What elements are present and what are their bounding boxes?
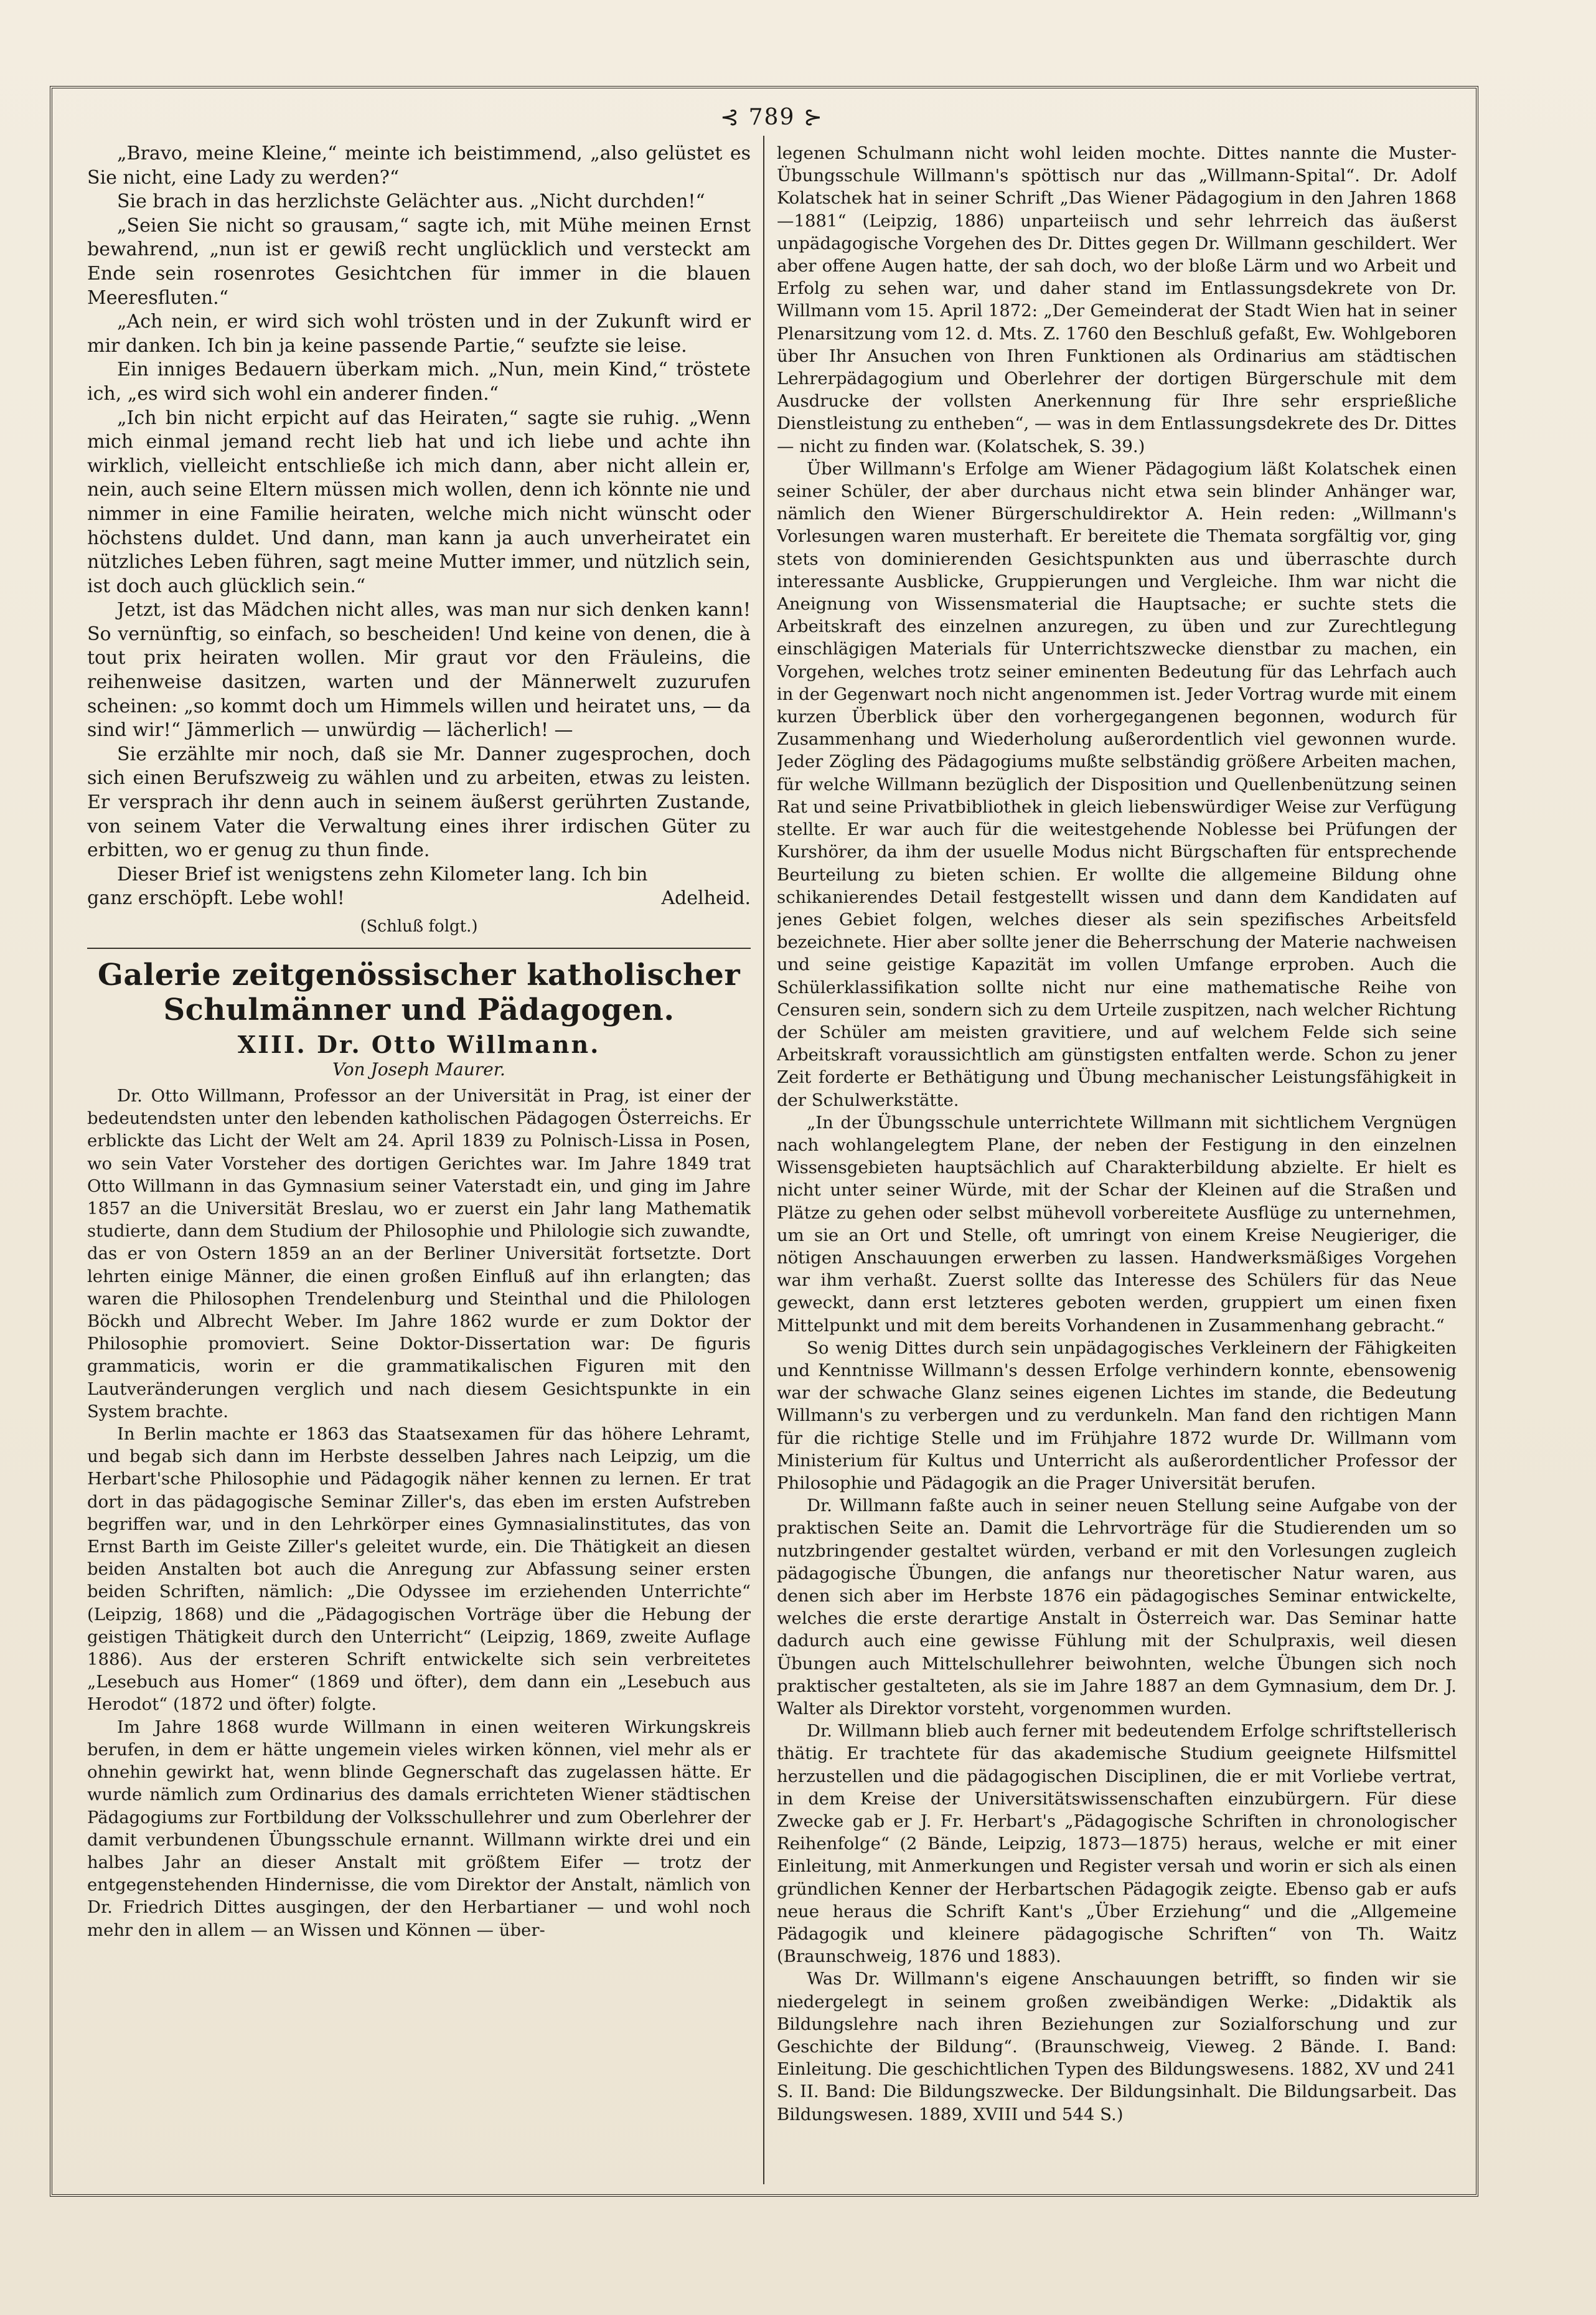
story-paragraph: „Ich bin nicht erpicht auf das Heiraten,“ sagte sie ruhig. „Wenn mich einmal jemand recht lieb hat und ich liebe und achte ihn wirklich, vielleicht entschließe ich mich dann, aber nicht allein er, nein, auch seine Eltern müssen mich wollen, denn ich könnte nie und nimmer in eine Familie heiraten, welche mich nicht wünscht oder höchstens duldet. Und dann, man kann ja auch unverheiratet ein nützliches Leben führen, sagt meine Mutter immer, und nützlich sein, ist doch auch glücklich sein.“ — [87, 407, 751, 597]
article-paragraph: legenen Schulmann nicht wohl leiden mochte. Dittes nannte die Muster-Übungsschule Willmann's spöttisch nur das „Willmann-Spital“. Dr. Adolf Kolatschek hat in seiner Schrift „Das Wiener Pädagogium in den Jahren 1868—1881“ (Leipzig, 1886) unparteiisch und sehr lehrreich das äußerst unpädagogische Vorgehen des Dr. Dittes gegen Dr. Willmann geschildert. Wer aber offene Augen hatte, der sah doch, wo der bloße Lärm und wo Arbeit und Erfolg zu sehen war, und daher stand im Entlassungsdekrete von Dr. Willmann vom 15. April 1872: „Der Gemeinderat der Stadt Wien hat in seiner Plenarsitzung vom 12. d. Mts. Z. 1760 den Beschluß gefaßt, Ew. Wohlgeboren über Ihr Ansuchen von Ihren Funktionen als Ordinarius am städtischen Lehrerpädagogium und Oberlehrer der dortigen Bürgerschule mit dem Ausdrucke der vollsten Anerkennung für Ihre sehr ersprießliche Dienstleistung zu entheben“, — was in dem Entlassungsdekrete des Dr. Dittes — nicht zu finden war. (Kolatschek, S. 39.) — [777, 143, 1457, 456]
article-subheading: XIII. Dr. Otto Willmann. — [237, 1030, 601, 1058]
section-rule — [87, 948, 751, 949]
continuation-note: (Schluß folgt.) — [360, 917, 478, 936]
left-column — [87, 142, 751, 2172]
story-paragraph: „Seien Sie nicht so grausam,“ sagte ich, mit Mühe meinen Ernst bewahrend, „nun ist er gewiß recht unglücklich und versteckt am Ende sein rosenrotes Gesichtchen für immer in die blauen Meeresfluten.“ — [87, 214, 751, 309]
article-paragraph: Was Dr. Willmann's eigene Anschauungen betrifft, so finden wir sie niedergelegt in seinem großen zweibändigen Werke: „Didaktik als Bildungslehre nach ihren Beziehungen zur Sozialforschung und zur Geschichte der Bildung“. (Braunschweig, Vieweg. 2 Bände. I. Band: Einleitung. Die geschichtlichen Typen des Bildungswesens. 1882, XV und 241 S. II. Band: Die Bildungszwecke. Der Bildungsinhalt. Die Bildungsarbeit. Das Bildungswesen. 1889, XVIII und 544 S.) — [777, 1969, 1457, 2124]
story-paragraph: Sie erzählte mir noch, daß sie Mr. Danner zugesprochen, doch sich einen Berufszweig zu wählen und zu arbeiten, etwas zu leisten. Er versprach ihr denn auch in seinem äußerst gerührten Zustande, von seinem Vater die Verwaltung eines ihrer irdischen Güter zu erbitten, wo er genug zu thun finde. — [87, 743, 751, 862]
right-column — [777, 142, 1457, 2172]
page-number-value: 789 — [748, 105, 796, 130]
ornament-left: ⊰ — [720, 105, 741, 130]
page-number — [691, 105, 853, 130]
story-paragraph: Dieser Brief ist wenigstens zehn Kilometer lang. Ich bin — [117, 863, 648, 885]
article-heading: Galerie zeitgenössischer katholischer Schulmänner und Pädagogen. — [97, 957, 741, 1027]
story-paragraph: „Bravo, meine Kleine,“ meinte ich beistimmend, „also gelüstet es Sie nicht, eine Lady zu werden?“ — [87, 143, 751, 189]
story-signature: Adelheid. — [661, 887, 751, 910]
story-closing — [87, 887, 751, 911]
article-paragraph: Dr. Willmann faßte auch in seiner neuen Stellung seine Aufgabe von der praktischen Seite an. Damit die Lehrvorträge für die Studierenden um so nutzbringender gestaltet würden, verband er mit den Vorlesungen zugleich pädagogische Übungen, die anfangs nur theoretischer Natur waren, aus denen sich aber im Herbste 1876 ein pädagogisches Seminar entwickelte, welches die erste derartige Anstalt in Österreich war. Das Seminar hatte dadurch auch eine gewisse Fühlung mit der Schulpraxis, weil diesen Übungen auch Mittelschullehrer beiwohnten, welche Übungen sich noch praktischer gestalteten, als sie im Jahre 1887 an dem Gymnasium, dem Dr. J. Walter als Direktor vorsteht, vorgenommen wurden. — [777, 1496, 1457, 1719]
story-section — [87, 142, 751, 939]
story-paragraph: „Ach nein, er wird sich wohl trösten und in der Zukunft wird er mir danken. Ich bin ja keine passende Partie,“ seufzte sie leise. — [87, 311, 751, 357]
story-paragraph: Jetzt, ist das Mädchen nicht alles, was man nur sich denken kann! So vernünftig, so einfach, so bescheiden! Und keine von denen, die à tout prix heiraten wollen. Mir graut vor den Fräuleins, die reihenweise dasitzen, warten und der Männerwelt zuzurufen scheinen: „so kommt doch um Himmels willen und heiratet uns, — da sind wir!“ Jämmerlich — unwürdig — lächerlich! — — [87, 599, 751, 742]
article-paragraph: Dr. Willmann blieb auch ferner mit bedeutendem Erfolge schriftstellerisch thätig. Er trachtete für das akademische Studium geeignete Hilfsmittel herzustellen und die pädagogischen Disciplinen, die er mit Vorliebe vertrat, in dem Kreise der Universitätswissenschaften einzubürgern. Für diese Zwecke gab er J. Fr. Herbart's „Pädagogische Schriften in chronologischer Reihenfolge“ (2 Bände, Leipzig, 1873—1875) heraus, welche er mit einer Einleitung, mit Anmerkungen und Register versah und worin er sich als einen gründlichen Kenner der Herbartschen Pädagogik zeigte. Ebenso gab er aufs neue heraus die Schrift Kant's „Über Erziehung“ und die „Allgemeine Pädagogik und kleinere pädagogische Schriften“ von Th. Waitz (Braunschweig, 1876 und 1883). — [777, 1721, 1457, 1967]
story-paragraph: Sie brach in das herzlichste Gelächter aus. „Nicht durchden!“ — [117, 191, 705, 213]
article-byline: Von Joseph Maurer. — [332, 1058, 505, 1080]
article-paragraph: „In der Übungsschule unterrichtete Willmann mit sichtlichem Vergnügen nach wohlangelegtem Plane, der neben der Festigung in den einzelnen Wissensgebieten hauptsächlich auf Charakterbildung abzielte. Er hielt es nicht unter seiner Würde, mit der Schar der Kleinen auf die Straßen und Plätze zu gehen oder selbst mühevoll vorbereitete Ausflüge zu unternehmen, um sie an Ort und Stelle, oft umringt von einem Kreise Neugieriger, die nötigen Anschauungen erwerben zu lassen. Handwerksmäßiges Vorgehen war ihm verhaßt. Zuerst sollte das Interesse des Schülers für das Neue geweckt, dann erst letzteres geboten werden, gruppiert um einen fixen Mittelpunkt und mit dem bereits Vorhandenen in Zusammenhang gebracht.“ — [777, 1112, 1457, 1336]
article-paragraph: Über Willmann's Erfolge am Wiener Pädagogium läßt Kolatschek einen seiner Schüler, der aber durchaus nicht etwa sein blinder Anhänger war, nämlich den Wiener Bürgerschuldirektor A. Hein reden: „Willmann's Vorlesungen waren musterhaft. Er bereitete die Themata sorgfältig vor, ging stets von dominierenden Gesichtspunkten aus und überraschte durch interessante Ausblicke, Gruppierungen und Vergleiche. Ihm war nicht die Aneignung von Wissensmaterial die Hauptsache; er suchte stets die Arbeitskraft des einzelnen anzuregen, zu üben und zur Zurechtlegung einschlägigen Materials für Unterrichtszwecke dienstbar zu machen, ein Vorgehen, welches trotz seiner eminenten Bedeutung für das Lehrfach auch in der Gegenwart noch nicht angenommen ist. Jeder Vortrag wurde mit einem kurzen Überblick über den vorhergegangenen begonnen, wodurch für Zusammenhang und Wiederholung außerordentlich viel gewonnen wurde. Jeder Zögling des Pädagogiums mußte selbständig größere Arbeiten machen, für welche Willmann bezüglich der Disposition und Quellenbenützung seinen Rat und seine Privatbibliothek in gleich liebenswürdiger Weise zur Verfügung stellte. Er war auch für die weitestgehende Noblesse bei Prüfungen der Kurshörer, da ihm der usuelle Modus nicht Bürgschaften für entsprechende Beurteilung zu bieten schien. Er wollte die allgemeine Bildung ohne schikanierendes Detail festgestellt wissen und dann dem Kandidaten auf jenes Gebiet folgen, welches dieser als sein spezifisches Arbeitsfeld bezeichnete. Hier aber sollte jener die Beherrschung der Materie nachweisen und seine geistige Kapazität im vollen Umfange erproben. Auch die Schülerklassifikation sollte nicht nur eine mathematische Reihe von Censuren sein, sondern sich zu dem Urteile zuspitzen, nach welcher Richtung der Schüler am meisten gravitiere, und auf welchem Felde sich seine Arbeitskraft voraussichtlich am günstigsten entfalten werde. Schon zu jener Zeit forderte er Bethätigung und Übung mechanischer Leistungsfähigkeit in der Schulwerkstätte. — [777, 458, 1457, 1110]
column-divider — [763, 136, 764, 2184]
story-paragraph: Ein inniges Bedauern überkam mich. „Nun, mein Kind,“ tröstete ich, „es wird sich wohl ein anderer finden.“ — [87, 359, 751, 405]
article-paragraph: Dr. Otto Willmann, Professor an der Universität in Prag, ist einer der bedeutendsten unter den lebenden katholischen Pädagogen Österreichs. Er erblickte das Licht der Welt am 24. April 1839 zu Polnisch-Lissa in Posen, wo sein Vater Vorsteher des dortigen Gerichtes war. Im Jahre 1849 trat Otto Willmann in das Gymnasium seiner Vaterstadt ein, und ging im Jahre 1857 an die Universität Breslau, wo er zuerst ein Jahr lang Mathematik studierte, dann dem Studium der Philosophie und Philologie sich zuwandte, das er von Ostern 1859 an an der Berliner Universität fortsetzte. Dort lehrten einige Männer, die einen großen Einfluß auf ihn erlangten; das waren die Philosophen Trendelenburg und Steinthal und die Philologen Böckh und Albrecht Weber. Im Jahre 1862 wurde er zum Doktor der Philosophie promoviert. Seine Doktor-Dissertation war: De figuris grammaticis, worin er die grammatikalischen Figuren mit den Lautveränderungen verglich und nach diesem Gesichtspunkte in ein System brachte. — [87, 1086, 751, 1422]
article-paragraph: In Berlin machte er 1863 das Staatsexamen für das höhere Lehramt, und begab sich dann im Herbste desselben Jahres nach Leipzig, um die Herbart'sche Philosophie und Pädagogik näher kennen zu lernen. Er trat dort in das pädagogische Seminar Ziller's, das eben im ersten Aufstreben begriffen war, und in den Lehrkörper eines Gymnasialinstitutes, das von Ernst Barth im Geiste Ziller's geleitet wurde, ein. Die Thätigkeit an diesen beiden Anstalten bot auch die Anregung zur Abfassung seiner ersten beiden Schriften, nämlich: „Die Odyssee im erziehenden Unterrichte“ (Leipzig, 1868) und die „Pädagogischen Vorträge über die Hebung der geistigen Thätigkeit durch den Unterricht“ (Leipzig, 1869, zweite Auflage 1886). Aus der ersteren Schrift entwickelte sich sein verbreitetes „Lesebuch aus Homer“ (1869 und öfter), dem dann ein „Lesebuch aus Herodot“ (1872 und öfter) folgte. — [87, 1424, 751, 1715]
story-closing-text: ganz erschöpft. Lebe wohl! — [87, 887, 345, 910]
article-section — [87, 958, 751, 1941]
article-paragraph: Im Jahre 1868 wurde Willmann in einen weiteren Wirkungskreis berufen, in dem er hätte ungemein vieles wirken können, viel mehr als er ohnehin gewirkt hat, wenn blinde Gegnerschaft das zugelassen hätte. Er wurde nämlich zum Ordinarius des damals errichteten Wiener städtischen Pädagogiums zur Fortbildung der Volksschullehrer und zum Oberlehrer der damit verbundenen Übungsschule ernannt. Willmann wirkte drei und ein halbes Jahr an dieser Anstalt mit größtem Eifer — trotz der entgegenstehenden Hindernisse, die vom Direktor der Anstalt, nämlich von Dr. Friedrich Dittes ausgingen, der den Herbartianer — und wohl noch mehr den in allem — an Wissen und Können — über- — [87, 1717, 751, 1940]
ornament-right: ⊱ — [803, 105, 824, 130]
article-paragraph: So wenig Dittes durch sein unpädagogisches Verkleinern der Fähigkeiten und Kenntnisse Willmann's dessen Erfolge verhindern konnte, ebensowenig war der schwache Glanz seines eigenen Lichtes im stande, die Bedeutung Willmann's zu verbergen und zu verdunkeln. Man fand den richtigen Mann für die richtige Stelle und im Frühjahre 1872 wurde Dr. Willmann vom Ministerium für Kultus und Unterricht als außerordentlicher Professor der Philosophie und Pädagogik an die Prager Universität berufen. — [777, 1337, 1457, 1493]
